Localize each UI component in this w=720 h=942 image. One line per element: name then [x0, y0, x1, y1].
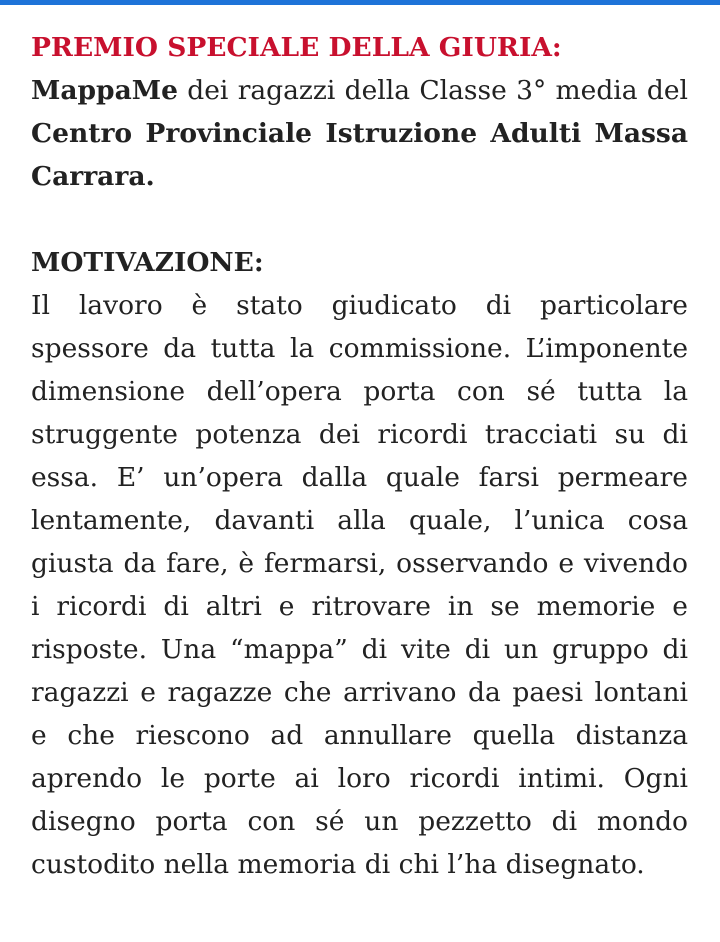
- motivation-title: MOTIVAZIONE:: [31, 247, 264, 278]
- motivation-body: Il lavoro è stato giudicato di particolare spessore da tutta la commissione. L’imponente dimensione dell’opera porta con sé tutta la struggente potenza dei ricordi tracciati su di essa. E’ un’opera dalla quale farsi permeare lentamente, davanti alla quale, l’unica cosa giusta da fare, è fermarsi, osservando e vivendo i ricordi di altri e ritrovare in se memorie e risposte. Una “mappa” di vite di un gruppo di ragazzi e ragazze che arrivano da paesi lontani e che riescono ad annullare quella distanza aprendo le porte ai loro ricordi intimi. Ogni disegno porta con sé un pezzetto di mondo custodito nella memoria di chi l’ha disegnato.: [31, 290, 688, 880]
- award-period: .: [145, 161, 155, 192]
- award-description: [31, 69, 688, 198]
- top-accent-bar: [0, 0, 720, 5]
- award-title: PREMIO SPECIALE DELLA GIURIA:: [31, 32, 562, 63]
- section-gap: [31, 198, 688, 241]
- project-name: MappaMe: [31, 75, 178, 106]
- article-content: [31, 26, 688, 886]
- award-text: dei ragazzi della Classe 3° media del: [177, 75, 688, 106]
- institution-name: Centro Provinciale Istruzione Adulti Massa Carrara: [31, 118, 688, 192]
